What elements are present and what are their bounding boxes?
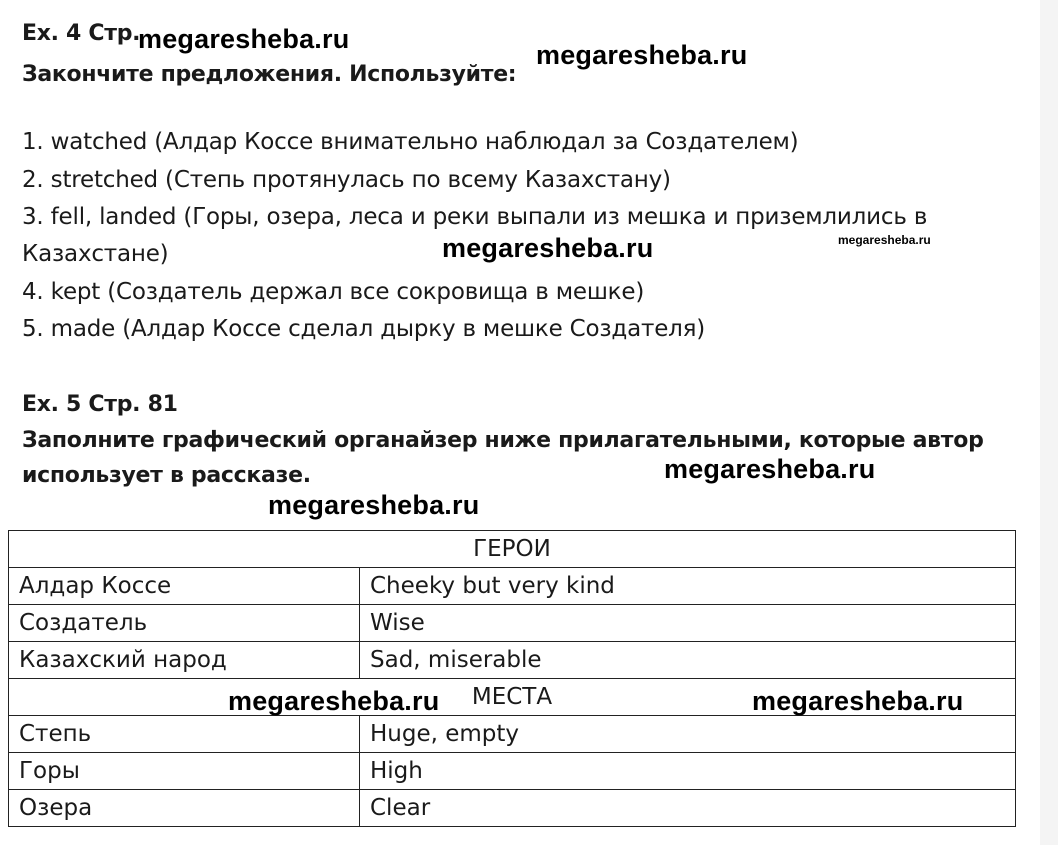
watermark: megaresheba.ru [268,490,480,520]
watermark: megaresheba.ru [228,686,440,716]
graphic-organizer-table [8,530,1016,827]
character-adjectives: Cheeky but very kind [360,568,1016,605]
place-adjectives: Huge, empty [360,716,1016,753]
place-name: Озера [9,790,360,827]
place-adjectives: High [360,753,1016,790]
section-title-heroes: ГЕРОИ [9,531,1016,568]
page-edge [1040,0,1058,845]
character-name: Алдар Коссе [9,568,360,605]
character-adjectives: Sad, miserable [360,642,1016,679]
place-name: Горы [9,753,360,790]
watermark-small: megaresheba.ru [838,233,931,247]
table-row [9,753,1016,790]
ex5-instruction-line1: Заполните графический органайзер ниже прилагательными, которые автор [22,428,984,453]
place-adjectives: Clear [360,790,1016,827]
watermark: megaresheba.ru [664,454,876,484]
table-section-header [9,531,1016,568]
character-name: Казахский народ [9,642,360,679]
ex4-item-3-cont: Казахстане) [22,241,169,267]
table-row [9,642,1016,679]
table-row [9,568,1016,605]
watermark: megaresheba.ru [536,40,748,70]
ex5-heading: Ex. 5 Стр. 81 [22,392,178,417]
table-row [9,790,1016,827]
watermark: megaresheba.ru [138,24,350,54]
watermark: megaresheba.ru [752,686,964,716]
table-row [9,716,1016,753]
ex5-instruction-line2: использует в рассказе. [22,463,311,488]
ex4-item-2: 2. stretched (Степь протянулась по всему Казахстану) [22,167,671,193]
ex4-item-5: 5. made (Алдар Коссе сделал дырку в мешке Создателя) [22,316,706,342]
place-name: Степь [9,716,360,753]
ex4-heading: Ex. 4 Стр. [22,21,141,46]
character-name: Создатель [9,605,360,642]
table-row [9,605,1016,642]
watermark: megaresheba.ru [442,233,654,263]
section-title-places: МЕСТА [9,679,1016,716]
character-adjectives: Wise [360,605,1016,642]
ex4-item-1: 1. watched (Алдар Коссе внимательно наблюдал за Создателем) [22,129,799,155]
ex4-item-4: 4. kept (Создатель держал все сокровища в мешке) [22,279,645,305]
ex4-instruction: Закончите предложения. Используйте: [22,62,517,87]
ex4-item-3: 3. fell, landed (Горы, озера, леса и реки выпали из мешка и приземлились в [22,204,928,230]
